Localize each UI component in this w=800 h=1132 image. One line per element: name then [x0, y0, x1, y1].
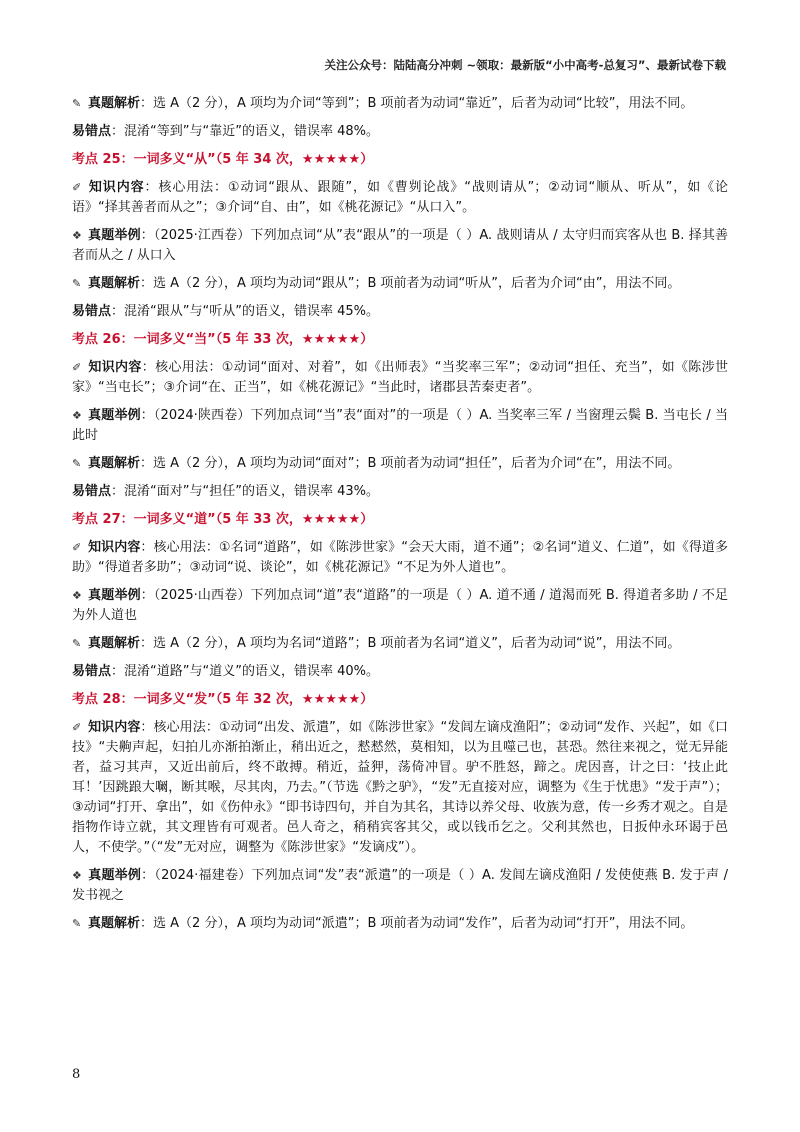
pencil-alt-icon: ✐ [72, 541, 82, 554]
example-label: 真题举例 [88, 588, 141, 603]
analysis-text: ：选 A（2 分），A 项均为动词“跟从”；B 项前者为动词“听从”，后者为介词“由”，用法不同。 [140, 276, 681, 291]
common-error-paragraph [72, 122, 728, 142]
pencil-icon: ✎ [72, 277, 82, 290]
pencil-icon: ✎ [72, 637, 82, 650]
document-body [72, 94, 728, 942]
common-error-paragraph [72, 662, 728, 682]
knowledge-point-heading: 考点 27：一词多义“道”（5 年 33 次，★★★★★） [72, 512, 374, 527]
analysis-label: 真题解析 [88, 636, 141, 651]
analysis-text: ：选 A（2 分），A 项均为名词“道路”；B 项前者为名词“道义”，后者为动词“说”，用法不同。 [140, 636, 681, 651]
analysis-paragraph [72, 274, 728, 294]
example-label: 真题举例 [88, 228, 141, 243]
common-error-text: ：混淆“面对”与“担任”的语义，错误率 43%。 [111, 484, 379, 499]
analysis-paragraph [72, 94, 728, 114]
pencil-icon: ✎ [72, 917, 82, 930]
knowledge-paragraph [72, 178, 728, 218]
analysis-paragraph [72, 454, 728, 474]
analysis-label: 真题解析 [88, 456, 141, 471]
example-paragraph [72, 406, 728, 446]
pencil-icon: ✎ [72, 457, 82, 470]
example-label: 真题举例 [88, 408, 141, 423]
analysis-label: 真题解析 [88, 916, 141, 931]
analysis-paragraph [72, 914, 728, 934]
knowledge-text: ：核心用法：①动词“面对、对着”，如《出师表》“当奖率三军”；②动词“担任、充当”，如《陈涉世家》“当屯长”；③介词“在、正当”，如《桃花源记》“当此时，诸郡县苦秦吏者”。 [72, 360, 728, 395]
page-header: 关注公众号：陆陆高分冲刺 ~领取：最新版“小中高考-总复习”、最新试卷下载 [324, 58, 726, 72]
common-error-text: ：混淆“跟从”与“听从”的语义，错误率 45%。 [111, 304, 379, 319]
knowledge-label: 知识内容 [88, 540, 141, 555]
example-paragraph [72, 226, 728, 266]
knowledge-text: ：核心用法：①动词“跟从、跟随”，如《曹刿论战》“战则请从”；②动词“顺从、听从”，如《论语》“择其善者而从之”；③介词“自、由”，如《桃花源记》“从口入”。 [72, 180, 728, 215]
analysis-label: 真题解析 [88, 276, 141, 291]
common-error-label: 易错点 [72, 484, 112, 499]
example-label: 真题举例 [88, 868, 142, 883]
knowledge-label: 知识内容 [88, 180, 145, 195]
common-error-paragraph [72, 302, 728, 322]
pencil-icon: ✎ [72, 97, 82, 110]
analysis-text: ：选 A（2 分），A 项均为动词“派遣”；B 项前者为动词“发作”，后者为动词“打开”，用法不同。 [140, 916, 694, 931]
example-paragraph [72, 586, 728, 626]
analysis-text: ：选 A（2 分），A 项均为介词“等到”；B 项前者为动词“靠近”，后者为动词“比较”，用法不同。 [140, 96, 694, 111]
knowledge-paragraph [72, 538, 728, 578]
knowledge-text: ：核心用法：①名词“道路”，如《陈涉世家》“会天大雨，道不通”；②名词“道义、仁道”，如《得道多助》“得道者多助”；③动词“说、谈论”，如《桃花源记》“不足为外人道也”。 [72, 540, 728, 575]
example-text: ：（2024·福建卷）下列加点词“发”表“派遣”的一项是（ ）A. 发闾左谪戍渔阳 / 发使使燕 B. 发于声 / 发书视之 [72, 868, 728, 903]
common-error-label: 易错点 [72, 664, 112, 679]
pencil-alt-icon: ✐ [72, 721, 82, 734]
knowledge-label: 知识内容 [88, 360, 142, 375]
knowledge-point-heading: 考点 25：一词多义“从”（5 年 34 次，★★★★★） [72, 152, 374, 167]
knowledge-text: ：核心用法：①动词“出发、派遣”，如《陈涉世家》“发闾左谪戍渔阳”；②动词“发作、兴起”，如《口技》“夫齁声起，妇拍儿亦渐拍渐止，稍出近之，慭慭然，莫相知，以为且噬己也，甚恐。然往来视之，觉无异能者，益习其声，又近出前后，终不敢搏。稍近，益狎，荡倚冲冒。驴不胜怒，蹄之。虎因喜，计之曰：‘技止此耳！’因跳踉大㘎，断其喉，尽其肉，乃去。”（节选《黔之驴》，“发”无直接对应，调整为《生于忧患》“发于声”）；③动词“打开、拿出”，如《伤仲永》“即书诗四句，并自为其名，其诗以养父母、收族为意，传一乡秀才观之。自是指物作诗立就，其文理皆有可观者。邑人奇之，稍稍宾客其父，或以钱币乞之。父利其然也，日扳仲永环谒于邑人，不使学。”（“发”无对应，调整为《陈涉世家》“发谪戍”）。 [72, 720, 728, 855]
pencil-alt-icon: ✐ [72, 361, 82, 374]
example-text: ：（2025·江西卷）下列加点词“从”表“跟从”的一项是（ ）A. 战则请从 / 太守归而宾客从也 B. 择其善者而从之 / 从口入 [72, 228, 728, 263]
diamond-icon: ❖ [72, 869, 82, 882]
common-error-text: ：混淆“道路”与“道义”的语义，错误率 40%。 [111, 664, 379, 679]
common-error-label: 易错点 [72, 304, 112, 319]
diamond-icon: ❖ [72, 589, 82, 602]
knowledge-label: 知识内容 [88, 720, 141, 735]
common-error-paragraph [72, 482, 728, 502]
analysis-label: 真题解析 [88, 96, 141, 111]
pencil-alt-icon: ✐ [72, 181, 82, 194]
common-error-label: 易错点 [72, 124, 112, 139]
diamond-icon: ❖ [72, 409, 82, 422]
knowledge-point-heading: 考点 26：一词多义“当”（5 年 33 次，★★★★★） [72, 332, 374, 347]
example-text: ：（2024·陕西卷）下列加点词“当”表“面对”的一项是（ ）A. 当奖率三军 / 当窗理云鬓 B. 当屯长 / 当此时 [72, 408, 728, 443]
analysis-text: ：选 A（2 分），A 项均为动词“面对”；B 项前者为动词“担任”，后者为介词“在”，用法不同。 [140, 456, 681, 471]
example-text: ：（2025·山西卷）下列加点词“道”表“道路”的一项是（ ）A. 道不通 / 道渴而死 B. 得道者多助 / 不足为外人道也 [72, 588, 728, 623]
knowledge-point-heading: 考点 28：一词多义“发”（5 年 32 次，★★★★★） [72, 692, 374, 707]
analysis-paragraph [72, 634, 728, 654]
page-number: 8 [72, 1067, 81, 1082]
knowledge-paragraph [72, 358, 728, 398]
knowledge-paragraph [72, 718, 728, 858]
diamond-icon: ❖ [72, 229, 82, 242]
common-error-text: ：混淆“等到”与“靠近”的语义，错误率 48%。 [111, 124, 379, 139]
example-paragraph [72, 866, 728, 906]
